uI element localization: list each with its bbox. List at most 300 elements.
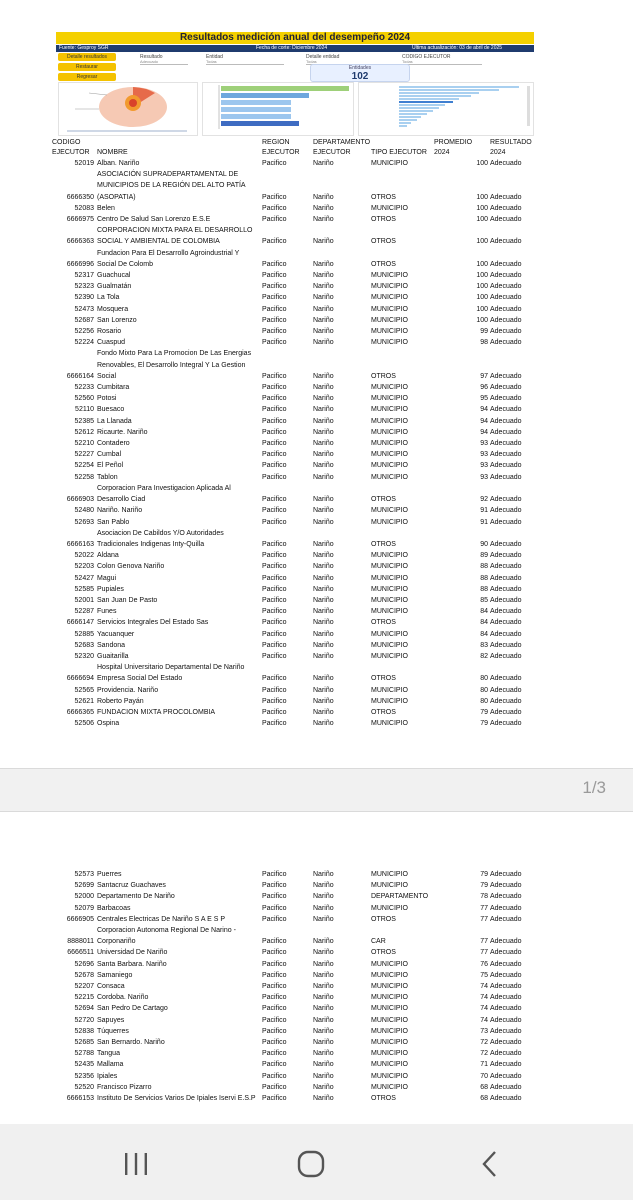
resultado-cell: Adecuado (490, 428, 522, 436)
dashboard-subheader (56, 45, 534, 52)
nombre-cell: El Peñol (97, 462, 124, 470)
promedio-cell: 80 (480, 675, 488, 683)
tipo-cell: MUNICIPIO (371, 204, 408, 212)
departamento-cell: Nariño (313, 608, 334, 616)
codigo-cell: 6666153 (66, 1095, 94, 1103)
region-cell: Pacifico (262, 983, 287, 991)
nombre-cell: Pupiales (97, 585, 124, 593)
table-row (52, 573, 535, 584)
resultado-cell: Adecuado (490, 1061, 522, 1069)
region-cell: Pacifico (262, 938, 287, 946)
tipo-cell: MUNICIPIO (371, 316, 408, 324)
departamento-cell: Nariño (313, 686, 334, 694)
promedio-cell: 84 (480, 630, 488, 638)
resultado-cell: Adecuado (490, 372, 522, 380)
table-row (52, 225, 535, 247)
resultado-cell: Adecuado (490, 294, 522, 302)
codigo-cell: 52001 (74, 596, 94, 604)
dashboard-source: Fuente: Gesproy SGR (59, 45, 109, 51)
nombre-cell: Cuaspud (97, 339, 126, 347)
header-blank (371, 138, 434, 148)
bar-chart-panel (202, 82, 354, 136)
region-cell: Pacifico (262, 1072, 287, 1080)
tipo-cell: MUNICIPIO (371, 904, 408, 912)
promedio-cell: 84 (480, 608, 488, 616)
resultado-cell: Adecuado (490, 608, 522, 616)
region-cell: Pacifico (262, 1016, 287, 1024)
bar-chart-graphic (203, 83, 353, 135)
resultado-cell: Adecuado (490, 1039, 522, 1047)
codigo-cell: 52427 (74, 574, 94, 582)
departamento-cell: Nariño (313, 675, 334, 683)
promedio-cell: 98 (480, 339, 488, 347)
region-cell: Pacifico (262, 440, 287, 448)
region-cell: Pacifico (262, 971, 287, 979)
table-row (52, 270, 535, 281)
departamento-cell: Nariño (313, 949, 334, 957)
departamento-cell: Nariño (313, 960, 334, 968)
region-cell: Pacifico (262, 1083, 287, 1091)
nombre-cell: Gualmatán (97, 283, 132, 291)
filter-detalle-label: Detalle entidad (306, 54, 340, 60)
region-cell: Pacifico (262, 372, 287, 380)
nombre-cell: Francisco Pizarro (97, 1083, 152, 1091)
nombre-cell: Colon Genova Nariño (97, 563, 165, 571)
resultado-cell: Adecuado (490, 949, 522, 957)
table-row (52, 1071, 535, 1082)
promedio-cell: 94 (480, 428, 488, 436)
departamento-cell: Nariño (313, 574, 334, 582)
promedio-cell: 95 (480, 395, 488, 403)
nombre-cell: Potosi (97, 395, 117, 403)
departamento-cell: Nariño (313, 1072, 334, 1080)
results-table-page-2 (52, 869, 535, 1104)
nombre-cell: Ipiales (97, 1072, 118, 1080)
table-row (52, 662, 535, 684)
resultado-cell: Adecuado (490, 193, 522, 201)
codigo-cell: 52685 (74, 1039, 94, 1047)
promedio-cell: 74 (480, 1016, 488, 1024)
promedio-cell: 96 (480, 384, 488, 392)
codigo-cell: 52520 (74, 1083, 94, 1091)
tipo-cell: MUNICIPIO (371, 507, 408, 515)
departamento-cell: Nariño (313, 160, 334, 167)
tipo-cell: MUNICIPIO (371, 1072, 408, 1080)
table-row (52, 214, 535, 225)
restaurar-button[interactable]: Restaurar (58, 63, 116, 71)
tipo-cell: MUNICIPIO (371, 574, 408, 582)
kpi-label: Entidades (348, 65, 372, 71)
header-region: REGION (262, 139, 290, 146)
promedio-cell: 93 (480, 440, 488, 448)
promedio-cell: 100 (476, 160, 488, 167)
region-cell: Pacifico (262, 462, 287, 470)
promedio-cell: 93 (480, 462, 488, 470)
resultado-cell: Adecuado (490, 406, 522, 414)
departamento-cell: Nariño (313, 971, 334, 979)
pie-chart-panel (58, 82, 198, 136)
tipo-cell: DEPARTAMENTO (371, 893, 429, 901)
departamento-cell: Nariño (313, 406, 334, 414)
tipo-cell: MUNICIPIO (371, 160, 408, 167)
table-row (52, 1059, 535, 1070)
resultado-cell: Adecuado (490, 641, 522, 649)
table-body-page-2 (52, 869, 535, 1104)
nombre-cell: San Lorenzo (97, 316, 137, 324)
tipo-cell: MUNICIPIO (371, 428, 408, 436)
promedio-cell: 88 (480, 563, 488, 571)
promedio-cell: 89 (480, 552, 488, 560)
nombre-cell: Yacuanquer (97, 630, 135, 638)
codigo-cell: 52699 (74, 882, 94, 890)
codigo-cell: 6666164 (66, 372, 94, 380)
departamento-cell: Nariño (313, 372, 334, 380)
promedio-cell: 71 (480, 1061, 488, 1069)
nombre-cell: Centrales Electricas De Nariño S A E S P (97, 915, 225, 923)
departamento-cell: Nariño (313, 893, 334, 901)
departamento-cell: Nariño (313, 641, 334, 649)
filter-codigo-select[interactable]: Todas (402, 59, 482, 65)
table-row (52, 281, 535, 292)
resultado-cell: Adecuado (490, 260, 522, 268)
tipo-cell: MUNICIPIO (371, 328, 408, 336)
region-cell: Pacifico (262, 596, 287, 604)
region-cell: Pacifico (262, 305, 287, 313)
resultado-cell: Adecuado (490, 1095, 522, 1103)
nombre-cell: ASOCIACIÓN SUPRADEPARTAMENTAL DE MUNICIPIOS DE LA REGIÓN DEL ALTO PATÍA (ASOPATIA) (97, 171, 246, 201)
codigo-cell: 52256 (74, 328, 94, 336)
codigo-cell: 52000 (74, 893, 94, 901)
promedio-cell: 100 (476, 294, 488, 302)
region-cell: Pacifico (262, 585, 287, 593)
departamento-cell: Nariño (313, 585, 334, 593)
table-row (52, 304, 535, 315)
resultado-cell: Adecuado (490, 339, 522, 347)
recent-apps-button[interactable] (106, 1144, 166, 1184)
promedio-cell: 100 (476, 193, 488, 201)
promedio-cell: 80 (480, 697, 488, 705)
document-page-2 (0, 812, 633, 1124)
table-row (52, 947, 535, 958)
codigo-cell: 52788 (74, 1050, 94, 1058)
codigo-cell: 52506 (74, 720, 94, 728)
departamento-cell: Nariño (313, 428, 334, 436)
departamento-cell: Nariño (313, 496, 334, 504)
tipo-cell: MUNICIPIO (371, 451, 408, 459)
table-row (52, 460, 535, 471)
resultado-cell: Adecuado (490, 871, 522, 878)
nombre-cell: Samaniego (97, 971, 133, 979)
resultado-cell: Adecuado (490, 893, 522, 901)
promedio-cell: 94 (480, 417, 488, 425)
tipo-cell: OTROS (371, 540, 396, 548)
table-row (52, 595, 535, 606)
region-cell: Pacifico (262, 395, 287, 403)
codigo-cell: 52019 (74, 160, 94, 167)
tipo-cell: MUNICIPIO (371, 272, 408, 280)
region-cell: Pacifico (262, 417, 287, 425)
table-body-page-1 (52, 158, 535, 729)
tipo-cell: MUNICIPIO (371, 960, 408, 968)
resultado-cell: Adecuado (490, 496, 522, 504)
nombre-cell: Cumbitara (97, 384, 130, 392)
tipo-cell: MUNICIPIO (371, 1039, 408, 1047)
promedio-cell: 72 (480, 1039, 488, 1047)
region-cell: Pacifico (262, 708, 287, 716)
table-row (52, 550, 535, 561)
table-row (52, 1037, 535, 1048)
resultado-cell: Adecuado (490, 983, 522, 991)
departamento-cell: Nariño (313, 1005, 334, 1013)
back-button[interactable] (460, 1144, 520, 1184)
codigo-cell: 6666905 (66, 915, 94, 923)
nombre-cell: Túquerres (97, 1027, 129, 1035)
nombre-cell: Instituto De Servicios Varios De Ipiales Iservi E.S.P (97, 1095, 256, 1103)
resultado-cell: Adecuado (490, 915, 522, 923)
nombre-cell: Consaca (97, 983, 125, 991)
table-row (52, 891, 535, 902)
resultado-cell: Adecuado (490, 417, 522, 425)
nombre-cell: Santacruz Guachaves (97, 882, 166, 890)
nombre-cell: Guachucal (97, 272, 131, 280)
promedio-cell: 93 (480, 473, 488, 481)
regresar-button[interactable]: Regresar (58, 73, 116, 81)
departamento-cell: Nariño (313, 260, 334, 268)
region-cell: Pacifico (262, 608, 287, 616)
codigo-cell: 6666365 (66, 708, 94, 716)
nombre-cell: Cordoba. Nariño (97, 994, 149, 1002)
header-resultado-year: 2024 (490, 149, 506, 156)
resultado-cell: Adecuado (490, 272, 522, 280)
region-cell: Pacifico (262, 871, 287, 878)
resultado-cell: Adecuado (490, 1072, 522, 1080)
table-row (52, 651, 535, 662)
codigo-cell: 52885 (74, 630, 94, 638)
tipo-cell: OTROS (371, 708, 396, 716)
codigo-cell: 52224 (74, 339, 94, 347)
tipo-cell: OTROS (371, 1095, 396, 1103)
table-row (52, 203, 535, 214)
region-cell: Pacifico (262, 384, 287, 392)
region-cell: Pacifico (262, 283, 287, 291)
departamento-cell: Nariño (313, 417, 334, 425)
table-row (52, 1093, 535, 1104)
codigo-cell: 52356 (74, 1072, 94, 1080)
promedio-cell: 100 (476, 272, 488, 280)
departamento-cell: Nariño (313, 1050, 334, 1058)
tipo-cell: MUNICIPIO (371, 473, 408, 481)
promedio-cell: 74 (480, 983, 488, 991)
nombre-cell: Mosquera (97, 305, 129, 313)
nombre-cell: Fondo Mixto Para La Promocion De Las Energias Renovables, El Desarrollo Integral Y La Gestion Social (97, 350, 252, 380)
nombre-cell: Guaitarilla (97, 652, 129, 660)
results-table-page-1 (52, 138, 535, 729)
codigo-cell: 52678 (74, 971, 94, 979)
promedio-cell: 84 (480, 619, 488, 627)
filter-resultado-select[interactable]: Adecuado (140, 59, 188, 65)
codigo-cell: 52022 (74, 552, 94, 560)
table-row (52, 483, 535, 505)
resultado-cell: Adecuado (490, 440, 522, 448)
departamento-cell: Nariño (313, 915, 334, 923)
pie-chart-graphic (59, 83, 197, 135)
tipo-cell: MUNICIPIO (371, 462, 408, 470)
codigo-cell: 52110 (75, 406, 94, 414)
table-row (52, 718, 535, 729)
promedio-cell: 97 (480, 372, 488, 380)
promedio-cell: 82 (480, 652, 488, 660)
region-cell: Pacifico (262, 1050, 287, 1058)
nombre-cell: Providencia. Nariño (97, 686, 159, 694)
departamento-cell: Nariño (313, 440, 334, 448)
region-cell: Pacifico (262, 451, 287, 459)
departamento-cell: Nariño (313, 652, 334, 660)
promedio-cell: 100 (476, 238, 488, 246)
codigo-cell: 52696 (74, 960, 94, 968)
kpi-entidades-card (310, 64, 410, 82)
nombre-cell: Sapuyes (97, 1016, 125, 1024)
codigo-cell: 6666350 (66, 193, 94, 201)
tipo-cell: MUNICIPIO (371, 294, 408, 302)
nombre-cell: Alban. Nariño (97, 160, 140, 167)
promedio-cell: 76 (480, 960, 488, 968)
region-cell: Pacifico (262, 204, 287, 212)
departamento-cell: Nariño (313, 1083, 334, 1091)
promedio-cell: 79 (480, 871, 488, 878)
promedio-cell: 75 (480, 971, 488, 979)
filter-detalle-select[interactable]: Todas (306, 59, 386, 65)
resultado-cell: Adecuado (490, 720, 522, 728)
page-indicator: 1/3 (582, 778, 606, 797)
table-row (52, 1003, 535, 1014)
region-cell: Pacifico (262, 496, 287, 504)
codigo-cell: 6666996 (66, 260, 94, 268)
table-row (52, 617, 535, 628)
resultado-cell: Adecuado (490, 283, 522, 291)
tipo-cell: MUNICIPIO (371, 339, 408, 347)
dashboard-snapshot (56, 32, 534, 136)
codigo-cell: 52473 (74, 305, 94, 313)
codigo-cell: 6666694 (66, 675, 94, 683)
table-header-row-1 (52, 138, 535, 148)
promedio-cell: 85 (480, 596, 488, 604)
tipo-cell: OTROS (371, 619, 396, 627)
tipo-cell: MUNICIPIO (371, 406, 408, 414)
table-row (52, 472, 535, 483)
codigo-cell: 8888011 (67, 938, 94, 946)
codigo-cell: 52565 (74, 686, 94, 694)
promedio-cell: 91 (480, 507, 488, 515)
codigo-cell: 52390 (74, 294, 94, 302)
promedio-cell: 77 (480, 949, 488, 957)
header-nombre: NOMBRE (97, 149, 128, 156)
resultado-cell: Adecuado (490, 652, 522, 660)
region-cell: Pacifico (262, 507, 287, 515)
tipo-cell: CAR (371, 938, 386, 946)
resultado-cell: Adecuado (490, 938, 522, 946)
codigo-cell: 52573 (74, 871, 94, 878)
table-row (52, 505, 535, 516)
promedio-cell: 88 (480, 574, 488, 582)
promedio-cell: 72 (480, 1050, 488, 1058)
tipo-cell: MUNICIPIO (371, 283, 408, 291)
resultado-cell: Adecuado (490, 630, 522, 638)
codigo-cell: 52612 (74, 428, 94, 436)
codigo-cell: 52203 (74, 563, 94, 571)
region-cell: Pacifico (262, 160, 287, 167)
tipo-cell: MUNICIPIO (371, 882, 408, 890)
codigo-cell: 52079 (74, 904, 94, 912)
departamento-cell: Nariño (313, 697, 334, 705)
table-row (52, 561, 535, 572)
codigo-cell: 52258 (74, 473, 94, 481)
promedio-cell: 74 (480, 1005, 488, 1013)
departamento-cell: Nariño (313, 630, 334, 638)
resultado-cell: Adecuado (490, 540, 522, 548)
departamento-cell: Nariño (313, 294, 334, 302)
nombre-cell: Puerres (97, 871, 122, 878)
resultado-cell: Adecuado (490, 1005, 522, 1013)
resultado-cell: Adecuado (490, 619, 522, 627)
tipo-cell: OTROS (371, 949, 396, 957)
departamento-cell: Nariño (313, 384, 334, 392)
promedio-cell: 100 (476, 316, 488, 324)
codigo-cell: 52720 (74, 1016, 94, 1024)
home-button[interactable] (282, 1144, 342, 1184)
nombre-cell: Funes (97, 608, 117, 616)
departamento-cell: Nariño (313, 1095, 334, 1103)
region-cell: Pacifico (262, 893, 287, 901)
nombre-cell: Ospina (97, 720, 120, 728)
detalle-resultados-button[interactable]: Detalle resultados (58, 53, 116, 61)
region-cell: Pacifico (262, 652, 287, 660)
tipo-cell: OTROS (371, 238, 396, 246)
promedio-cell: 100 (476, 305, 488, 313)
resultado-cell: Adecuado (490, 160, 522, 167)
table-row (52, 981, 535, 992)
departamento-cell: Nariño (313, 904, 334, 912)
table-row (52, 606, 535, 617)
promedio-cell: 77 (480, 904, 488, 912)
resultado-cell: Adecuado (490, 473, 522, 481)
region-cell: Pacifico (262, 641, 287, 649)
codigo-cell: 6666147 (66, 619, 94, 627)
nombre-cell: Barbacoas (97, 904, 131, 912)
departamento-cell: Nariño (313, 395, 334, 403)
promedio-cell: 70 (480, 1072, 488, 1080)
resultado-cell: Adecuado (490, 686, 522, 694)
promedio-cell: 80 (480, 686, 488, 694)
tipo-cell: OTROS (371, 260, 396, 268)
codigo-cell: 52207 (74, 983, 94, 991)
codigo-cell: 52254 (74, 462, 94, 470)
nombre-cell: FUNDACION MIXTA PROCOLOMBIA (97, 708, 216, 716)
nombre-cell: Corporacion Para Investigacion Aplicada Al Desarrollo Ciad (97, 484, 231, 504)
departamento-cell: Nariño (313, 1016, 334, 1024)
departamento-cell: Nariño (313, 596, 334, 604)
promedio-cell: 90 (480, 540, 488, 548)
codigo-cell: 52320 (74, 652, 94, 660)
table-row (52, 903, 535, 914)
resultado-cell: Adecuado (490, 552, 522, 560)
nombre-cell: Santa Barbara. Nariño (97, 960, 167, 968)
codigo-cell: 52227 (74, 451, 94, 459)
filter-resultado-label: Resultado (140, 54, 163, 60)
departamento-cell: Nariño (313, 1061, 334, 1069)
kpi-value: 102 (351, 71, 369, 82)
filter-entidad-select[interactable]: Todas (206, 59, 284, 65)
promedio-cell: 68 (480, 1083, 488, 1091)
